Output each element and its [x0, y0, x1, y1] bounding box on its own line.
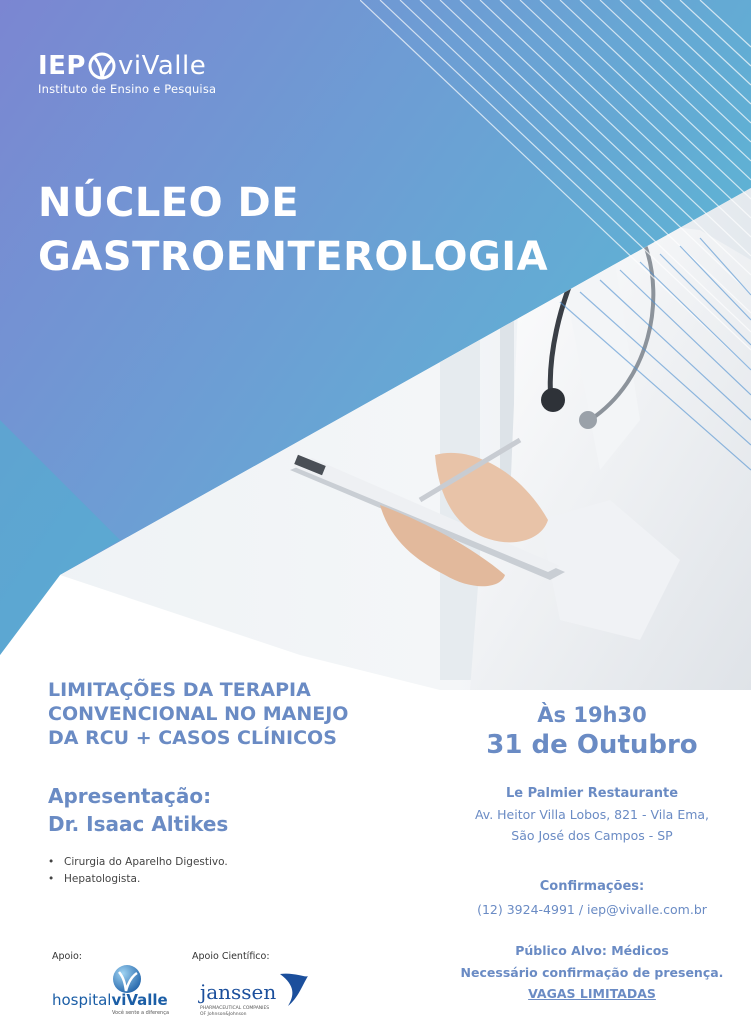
- janssen-sub-line-2: OF Johnson&Johnson: [200, 1012, 247, 1017]
- apoio-label: Apoio:: [52, 951, 82, 962]
- janssen-swoosh-icon: [276, 968, 310, 1008]
- credential-item: • Cirurgia do Aparelho Digestivo.: [48, 854, 228, 871]
- presenter-label: Apresentação:: [48, 784, 212, 808]
- presenter-block: [48, 782, 228, 838]
- confirmation-contact: (12) 3924-4991 / iep@vivalle.com.br: [477, 902, 707, 917]
- logo-text-iep: IEP: [38, 51, 86, 81]
- topic-line-1: LIMITAÇÕES DA TERAPIA: [48, 679, 311, 701]
- address-line-1: Av. Heitor Villa Lobos, 821 - Vila Ema,: [474, 807, 710, 822]
- audience-line-1: Público Alvo: Médicos: [515, 943, 669, 958]
- janssen-sub-line-1: PHARMACEUTICAL COMPANIES: [200, 1006, 270, 1011]
- audience-block: [450, 940, 734, 1005]
- hospital-vivalle-logo: [52, 964, 170, 1020]
- venue-address: [450, 804, 734, 846]
- janssen-logo-text: janssen: [200, 980, 277, 1004]
- hospital-vivalle-emblem-icon: [110, 964, 144, 994]
- presenter-credentials: [48, 854, 228, 888]
- event-date: 31 de Outubro: [486, 730, 698, 760]
- logo-text-vivalle: viValle: [118, 51, 207, 81]
- limited-spots: VAGAS LIMITADAS: [528, 986, 656, 1001]
- venue-name: Le Palmier Restaurante: [505, 786, 679, 801]
- title-line-1: NÚCLEO DE: [38, 180, 300, 226]
- hospital-tagline: Você sente a diferença: [112, 1010, 170, 1016]
- credential-item: • Hepatologista.: [48, 871, 228, 888]
- vivalle-emblem-icon: [87, 52, 117, 80]
- presenter-name: Dr. Isaac Altikes: [48, 812, 229, 836]
- audience-line-2: Necessário confirmação de presença.: [460, 964, 724, 980]
- event-time: Às 19h30: [537, 703, 647, 727]
- event-title: [38, 176, 548, 284]
- address-line-2: São José dos Campos - SP: [511, 828, 673, 843]
- topic-line-2: CONVENCIONAL NO MANEJO: [48, 703, 349, 725]
- topic-line-3: DA RCU + CASOS CLÍNICOS: [48, 727, 337, 749]
- iep-vivalle-logo: [38, 52, 216, 96]
- confirmation-label: Confirmações:: [539, 879, 645, 894]
- apoio-cientifico-label: Apoio Científico:: [192, 951, 270, 962]
- logo-subtitle: Instituto de Ensino e Pesquisa: [38, 82, 217, 96]
- janssen-logo: [200, 968, 310, 1020]
- title-line-2: GASTROENTEROLOGIA: [38, 234, 549, 280]
- hospital-logo-text: hospital: [52, 991, 112, 1009]
- hospital-logo-brand: viValle: [111, 991, 168, 1009]
- lecture-topic: [48, 678, 348, 750]
